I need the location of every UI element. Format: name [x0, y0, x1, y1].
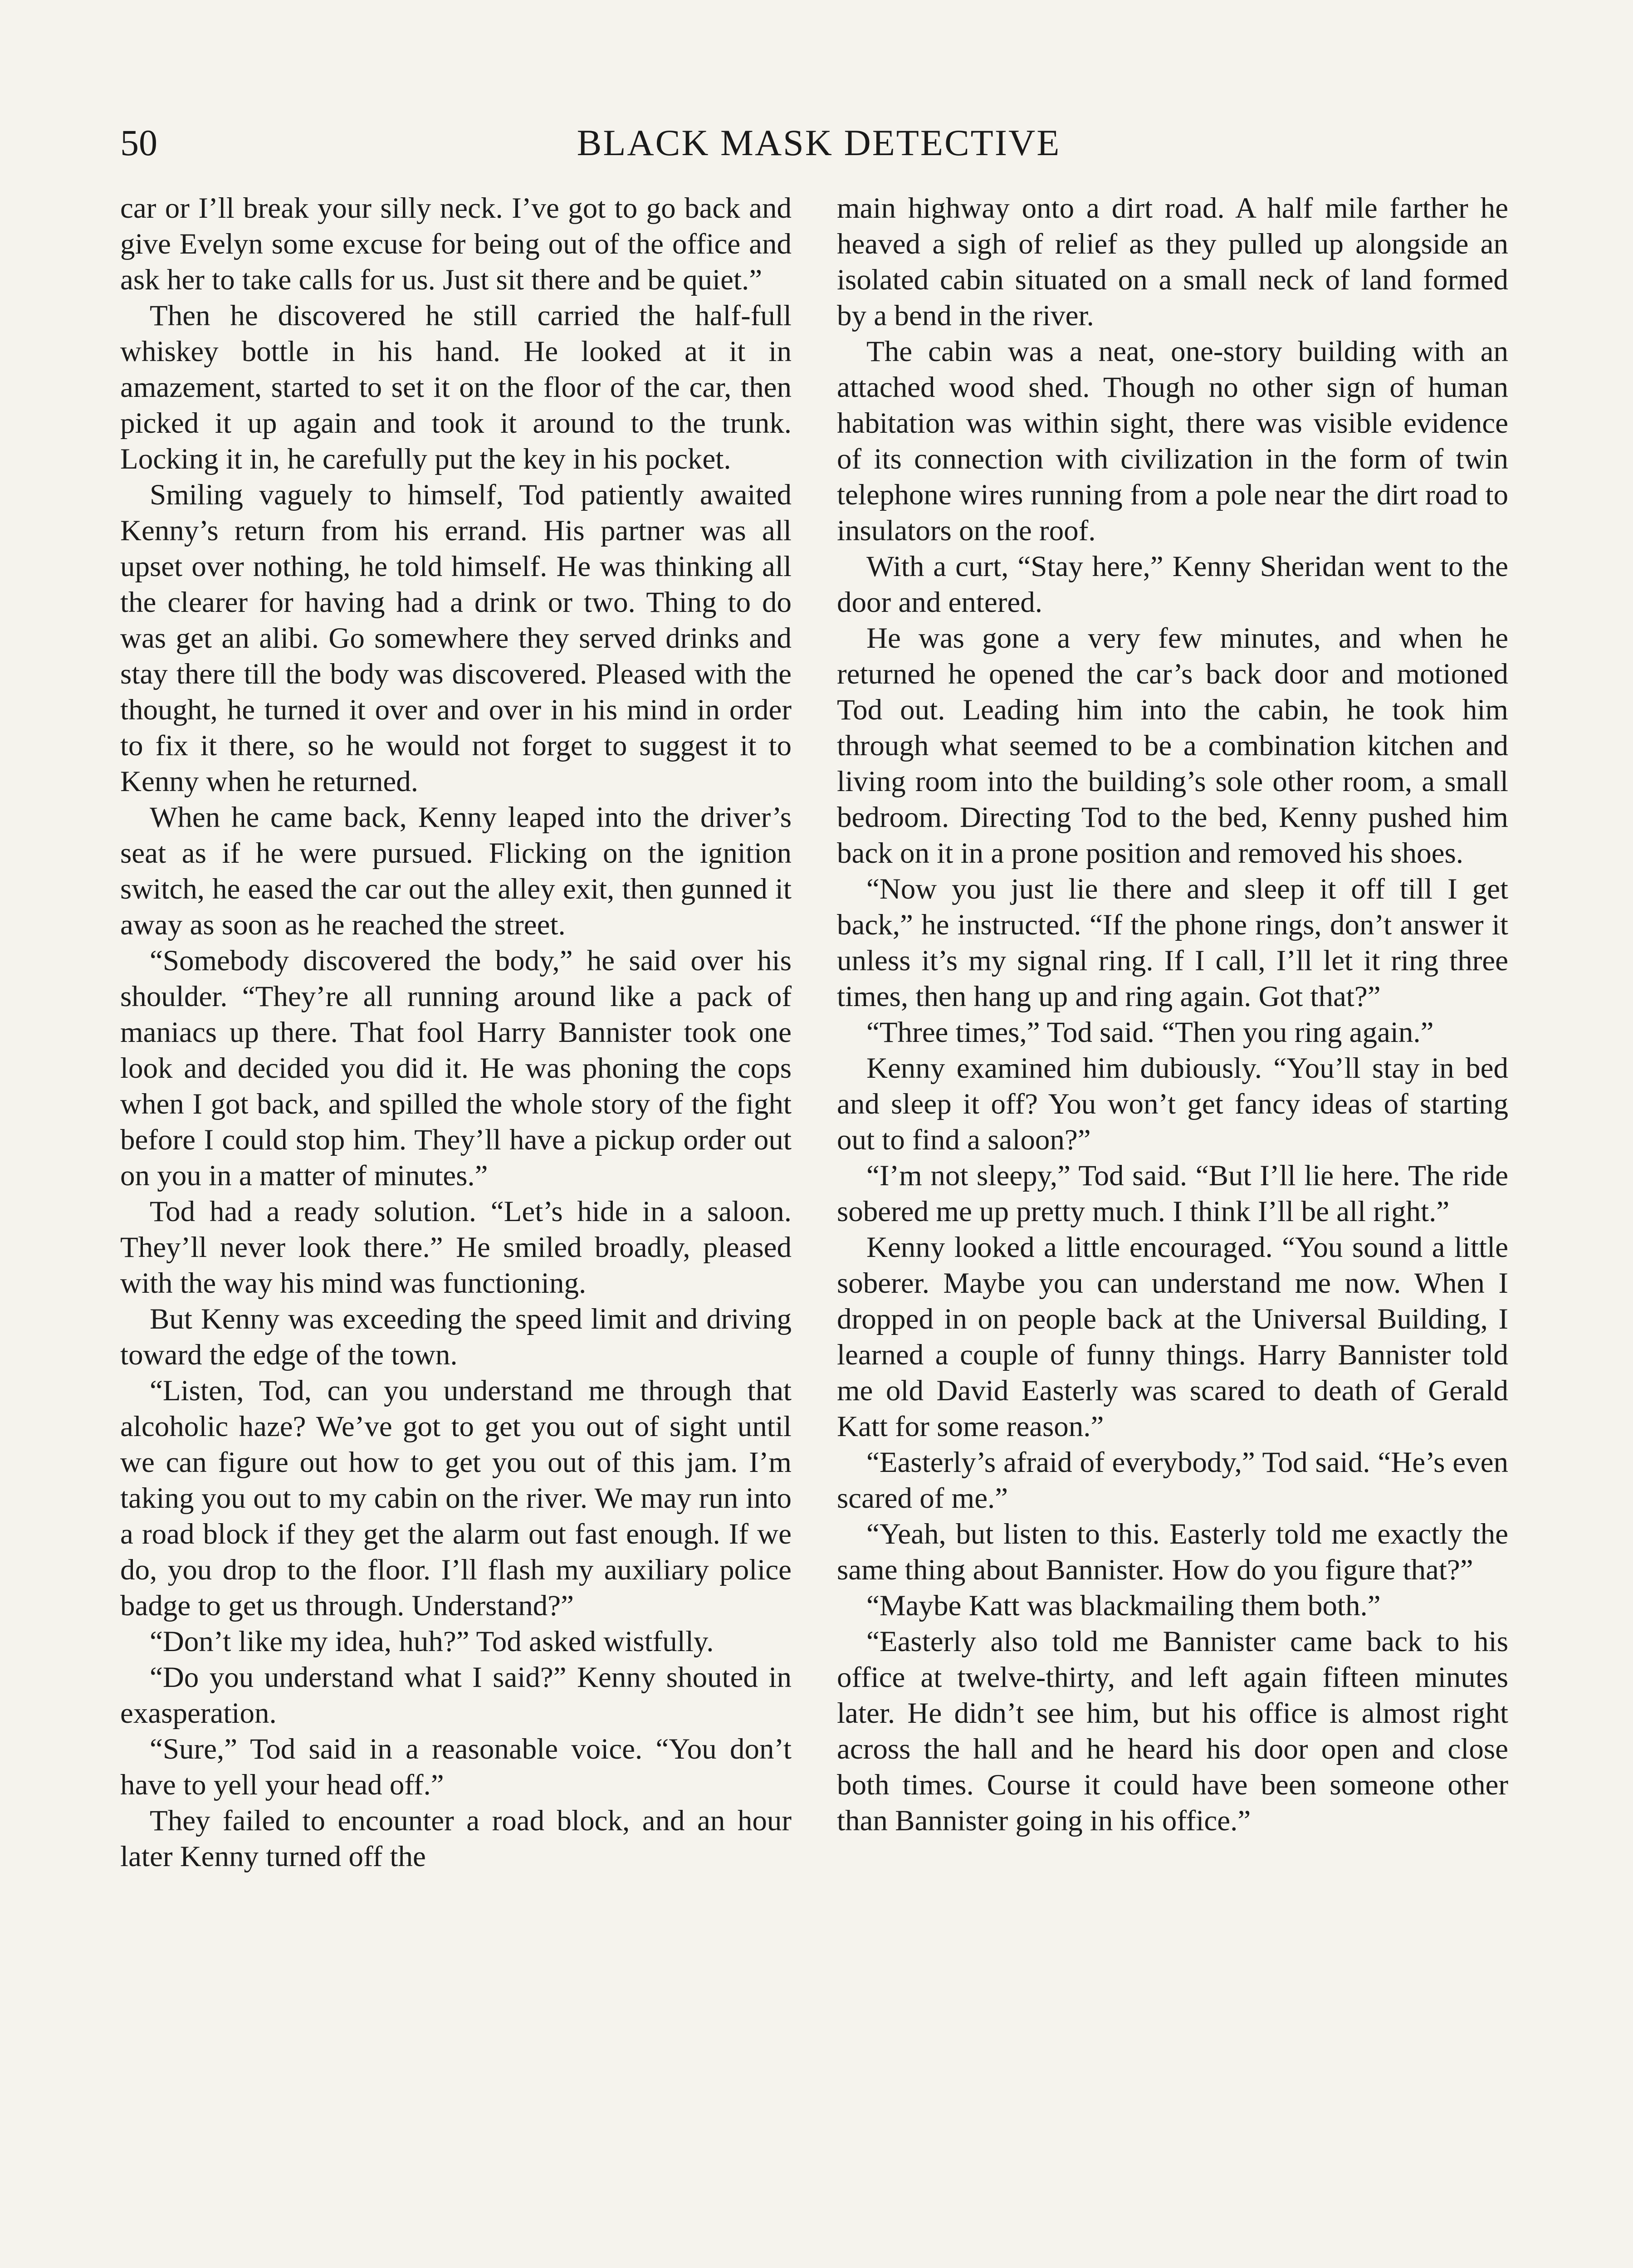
- paragraph: They failed to encounter a road block, and an hour later Kenny turned off the: [120, 1804, 792, 1873]
- running-title: BLACK MASK DETECTIVE: [577, 122, 1061, 163]
- paragraph: “Do you understand what I said?” Kenny shouted in exasperation.: [120, 1661, 792, 1730]
- paragraph: “Listen, Tod, can you understand me through that alcoholic haze? We’ve got to get you out of sight until we can figure out how to get you out of this jam. I’m taking you out to my cabin on the river. We may run into a road block if they get the alarm out fast enough. If we do, you drop to the floor. I’ll flash my auxiliary police badge to get us through. Understand?”: [120, 1374, 792, 1622]
- paragraph: Kenny looked a little encouraged. “You sound a little soberer. Maybe you can understand me now. When I dropped in on people back at the Universal Building, I learned a couple of funny things. Harry Bannister told me old David Easterly was scared to death of Gerald Katt for some reason.”: [837, 1231, 1508, 1443]
- paragraph: “I’m not sleepy,” Tod said. “But I’ll lie here. The ride sobered me up pretty much. I think I’ll be all right.”: [837, 1159, 1508, 1228]
- paragraph: “Maybe Katt was blackmailing them both.”: [866, 1589, 1381, 1622]
- paragraph: “Yeah, but listen to this. Easterly told me exactly the same thing about Bannister. How do you figure that?”: [837, 1518, 1508, 1586]
- paragraph: main highway onto a dirt road. A half mile farther he heaved a sigh of relief as they pulled up alongside an isolated cabin situated on a small neck of land formed by a bend in the river.: [837, 192, 1508, 332]
- right-column: [837, 191, 1508, 1839]
- paragraph: “Easterly also told me Bannister came back to his office at twelve-thirty, and left again fifteen minutes later. He didn’t see him, but his office is almost right across the hall and he heard his door open and close both times. Course it could have been someone other than Bannister going in his office.”: [837, 1625, 1508, 1837]
- paragraph: With a curt, “Stay here,” Kenny Sheridan went to the door and entered.: [837, 550, 1508, 619]
- paragraph: Smiling vaguely to himself, Tod patiently awaited Kenny’s return from his errand. His partner was all upset over nothing, he told himself. He was thinking all the clearer for having had a drink or two. Thing to do was get an alibi. Go somewhere they served drinks and stay there till the body was discovered. Pleased with the thought, he turned it over and over in his mind in order to fix it there, so he would not forget to suggest it to Kenny when he returned.: [120, 479, 792, 798]
- paragraph: Tod had a ready solution. “Let’s hide in a saloon. They’ll never look there.” He smiled broadly, pleased with the way his mind was functioning.: [120, 1195, 792, 1300]
- paragraph: “Now you just lie there and sleep it off till I get back,” he instructed. “If the phone rings, don’t answer it unless it’s my signal ring. If I call, I’ll let it ring three times, then hang up and ring again. Got that?”: [837, 873, 1508, 1013]
- paragraph: When he came back, Kenny leaped into the driver’s seat as if he were pursued. Flicking on the ignition switch, he eased the car out the alley exit, then gunned it away as soon as he reached the street.: [120, 801, 792, 941]
- paragraph: Kenny examined him dubiously. “You’ll stay in bed and sleep it off? You won’t get fancy ideas of starting out to find a saloon?”: [837, 1052, 1508, 1156]
- paragraph: The cabin was a neat, one-story building with an attached wood shed. Though no other sign of human habitation was within sight, there was visible evidence of its connection with civilization in the form of twin telephone wires running from a pole near the dirt road to insulators on the roof.: [837, 335, 1508, 547]
- paragraph: “Don’t like my idea, huh?” Tod asked wistfully.: [150, 1625, 714, 1658]
- paragraph: car or I’ll break your silly neck. I’ve got to go back and give Evelyn some excuse for being out of the office and ask her to take calls for us. Just sit there and be quiet.”: [120, 192, 792, 296]
- paragraph: Then he discovered he still carried the half-full whiskey bottle in his hand. He looked at it in amazement, started to set it on the floor of the car, then picked it up again and took it around to the trunk. Locking it in, he carefully put the key in his pocket.: [120, 299, 792, 475]
- paragraph: He was gone a very few minutes, and when he returned he opened the car’s back door and motioned Tod out. Leading him into the cabin, he took him through what seemed to be a combination kitchen and living room into the building’s sole other room, a small bedroom. Directing Tod to the bed, Kenny pushed him back on it in a prone position and removed his shoes.: [837, 622, 1508, 870]
- page-header: [120, 116, 1517, 170]
- paragraph: “Easterly’s afraid of everybody,” Tod said. “He’s even scared of me.”: [837, 1446, 1508, 1515]
- page-number: 50: [120, 122, 157, 163]
- paragraph: But Kenny was exceeding the speed limit and driving toward the edge of the town.: [120, 1303, 792, 1371]
- paragraph: “Sure,” Tod said in a reasonable voice. “You don’t have to yell your head off.”: [120, 1733, 792, 1801]
- paragraph: “Somebody discovered the body,” he said over his shoulder. “They’re all running around like a pack of maniacs up there. That fool Harry Bannister took one look and decided you did it. He was phoning the cops when I got back, and spilled the whole story of the fight before I could stop him. They’ll have a pickup order out on you in a matter of minutes.”: [120, 944, 792, 1192]
- paragraph: “Three times,” Tod said. “Then you ring again.”: [866, 1016, 1434, 1049]
- left-column: [120, 191, 792, 1875]
